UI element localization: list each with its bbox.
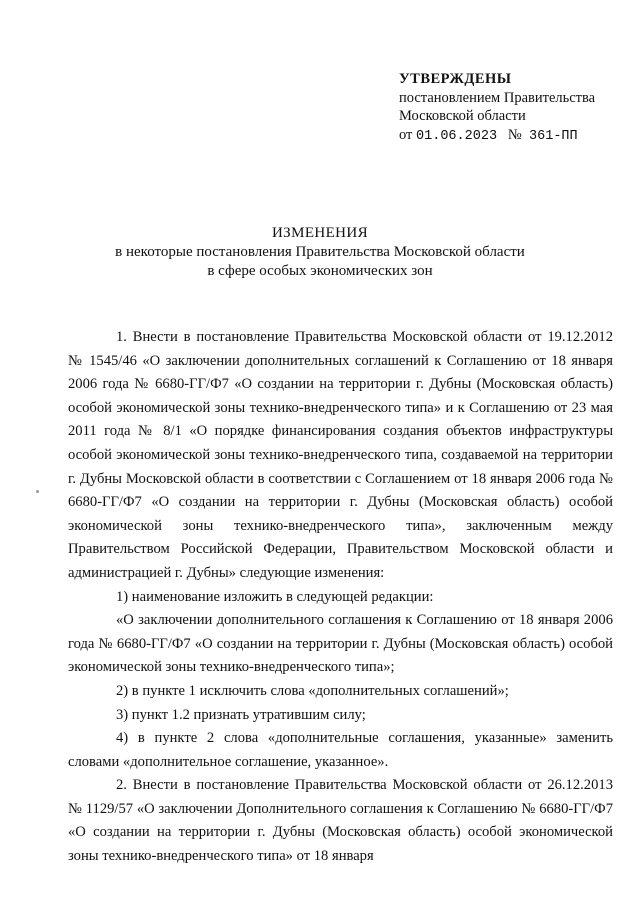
paragraph-1-item-2: 2) в пункте 1 исключить слова «дополнительных соглашений»; <box>116 682 509 699</box>
paragraph-1-item-1: 1) наименование изложить в следующей редакции: <box>116 588 434 605</box>
approval-number: 361-ПП <box>529 128 578 144</box>
document-body <box>68 326 613 869</box>
paragraph-1: 1. Внести в постановление Правительства Московской области от 19.12.2012 № 1545/46 «О заключении дополнительных соглашений к Соглашению от 18 января 2006 года № 6680-ГГ/Ф7 «О создании на территории г. Дубны (Московская область) особой экономической зоны технико-внедренческого типа» и к Соглашению от 23 мая 2011 года № 8/1 «О порядке финансирования создания объектов инфраструктуры особой экономической зоны технико-внедренческого типа, создаваемой на территории г. Дубны Московской области в соответствии с Соглашением от 18 января 2006 года № 6680-ГГ/Ф7 «О создании на территории г. Дубны (Московская область) особой экономической зоны технико-внедренческого типа», заключенным между Правительством Российской Федерации, Правительством Московской области и администрацией г. Дубны» следующие изменения: <box>68 329 613 581</box>
heading-title: ИЗМЕНЕНИЯ <box>271 225 369 241</box>
document-heading <box>60 224 580 281</box>
paragraph-1-item-4: 4) в пункте 2 слова «дополнительные соглашения, указанные» заменить словами «дополнительное соглашение, указанное». <box>68 730 613 770</box>
approval-date: 01.06.2023 <box>416 128 498 144</box>
paragraph-2: 2. Внести в постановление Правительства Московской области от 26.12.2013 № 1129/57 «О заключении Дополнительного соглашения к Соглашению № 6680-ГГ/Ф7 «О создании на территории г. Дубны (Московская область) особой экономической зоны технико-внедренческого типа» от 18 января <box>68 777 613 865</box>
approval-line-1: постановлением Правительства <box>399 89 596 106</box>
approval-title: УТВЕРЖДЕНЫ <box>399 71 512 87</box>
paragraph-1-quote: «О заключении дополнительного соглашения к Соглашению от 18 января 2006 года № 6680-ГГ/Ф7 «О создании на территории г. Дубны (Московская область) особой экономической зоны технико-внедренческого типа»; <box>68 612 613 676</box>
heading-line-1: в некоторые постановления Правительства Московской области <box>115 244 525 260</box>
margin-dot <box>36 490 39 493</box>
approval-date-prefix: от <box>399 126 413 143</box>
approval-line-2: Московской области <box>399 108 526 124</box>
approval-date-line <box>399 126 629 147</box>
approval-number-sign: № <box>507 126 522 143</box>
paragraph-1-item-3: 3) пункт 1.2 признать утратившим силу; <box>116 706 366 723</box>
approval-block <box>399 70 629 146</box>
heading-line-2: в сфере особых экономических зон <box>207 263 433 279</box>
